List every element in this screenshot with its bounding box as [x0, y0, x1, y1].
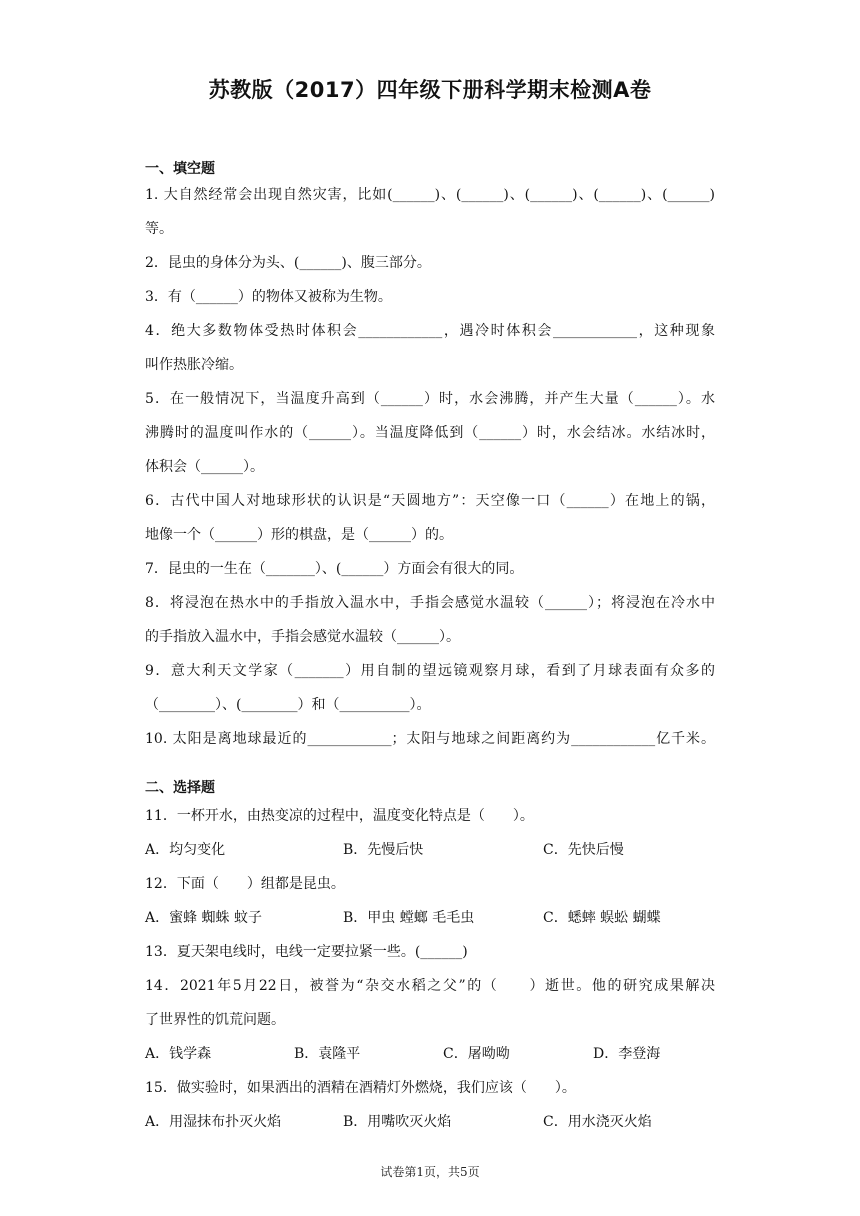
question-line: 叫作热胀冷缩。 — [145, 357, 243, 373]
option-b: B．先慢后快 — [343, 842, 424, 858]
question-line: 5．在一般情况下，当温度升高到（______）时，水会沸腾，并产生大量（______）。水 — [145, 391, 715, 407]
question-line: 7．昆虫的一生在（_______）、(______）方面会有很大的同。 — [145, 561, 524, 577]
question-line: 4．绝大多数物体受热时体积会____________，遇冷时体积会____________，这种现象 — [145, 323, 715, 339]
question-line: 15．做实验时，如果洒出的酒精在酒精灯外燃烧，我们应该（ ）。 — [145, 1080, 576, 1096]
option-c: C．蟋蟀 蜈蚣 蝴蝶 — [543, 910, 661, 926]
question-line: 6．古代中国人对地球形状的认识是“天圆地方”：天空像一口（______）在地上的锅， — [145, 493, 715, 509]
option-c: C．用水浇灭火焰 — [543, 1114, 652, 1130]
option-b: B．用嘴吹灭火焰 — [343, 1114, 452, 1130]
option-c: C．先快后慢 — [543, 842, 624, 858]
option-a: A．均匀变化 — [145, 842, 226, 858]
question-line: 地像一个（______）形的棋盘，是（______）的。 — [145, 527, 453, 543]
option-a: A．钱学森 — [145, 1046, 212, 1062]
page-footer: 试卷第1页，共5页 — [380, 1165, 480, 1179]
question-line: 11．一杯开水，由热变凉的过程中，温度变化特点是（ ）。 — [145, 808, 534, 824]
option-b: B．甲虫 螳螂 毛毛虫 — [343, 910, 475, 926]
question-line: 8．将浸泡在热水中的手指放入温水中，手指会感觉水温较（______）；将浸泡在冷水中 — [145, 595, 715, 611]
option-a: A．用湿抹布扑灭火焰 — [145, 1114, 282, 1130]
question-line: 沸腾时的温度叫作水的（______）。当温度降低到（______）时，水会结冰。水结冰时， — [145, 425, 715, 441]
option-a: A．蜜蜂 蜘蛛 蚊子 — [145, 910, 263, 926]
question-line: 了世界性的饥荒问题。 — [145, 1012, 285, 1028]
question-line: （________）、(________）和（__________）。 — [145, 697, 431, 713]
question-line: 的手指放入温水中，手指会感觉水温较（______）。 — [145, 629, 460, 645]
question-line: 13．夏天架电线时，电线一定要拉紧一些。(______) — [145, 944, 468, 960]
question-line: 9．意大利天文学家（_______）用自制的望远镜观察月球，看到了月球表面有众多的 — [145, 663, 715, 679]
section-choice-heading: 二、选择题 — [145, 780, 215, 796]
question-line: 14．2021年5月22日，被誉为“杂交水稻之父”的（ ）逝世。他的研究成果解决 — [145, 978, 715, 994]
question-line: 体积会（______）。 — [145, 459, 264, 475]
question-line: 等。 — [145, 221, 173, 237]
page-title: 苏教版（2017）四年级下册科学期末检测A卷 — [208, 78, 652, 102]
option-d: D．李登海 — [593, 1046, 661, 1062]
option-c: C．屠呦呦 — [443, 1046, 510, 1062]
question-line: 1. 大自然经常会出现自然灾害，比如(______)、(______)、(______)、(______)、(______) — [145, 187, 715, 203]
section-fill-heading: 一、填空题 — [145, 161, 215, 177]
question-line: 10. 太阳是离地球最近的____________；太阳与地球之间距离约为____________亿千米。 — [145, 731, 715, 747]
question-line: 3．有（______）的物体又被称为生物。 — [145, 289, 392, 305]
question-line: 12．下面（ ）组都是昆虫。 — [145, 876, 345, 892]
option-b: B．袁隆平 — [294, 1046, 361, 1062]
question-line: 2．昆虫的身体分为头、(______)、腹三部分。 — [145, 255, 431, 271]
